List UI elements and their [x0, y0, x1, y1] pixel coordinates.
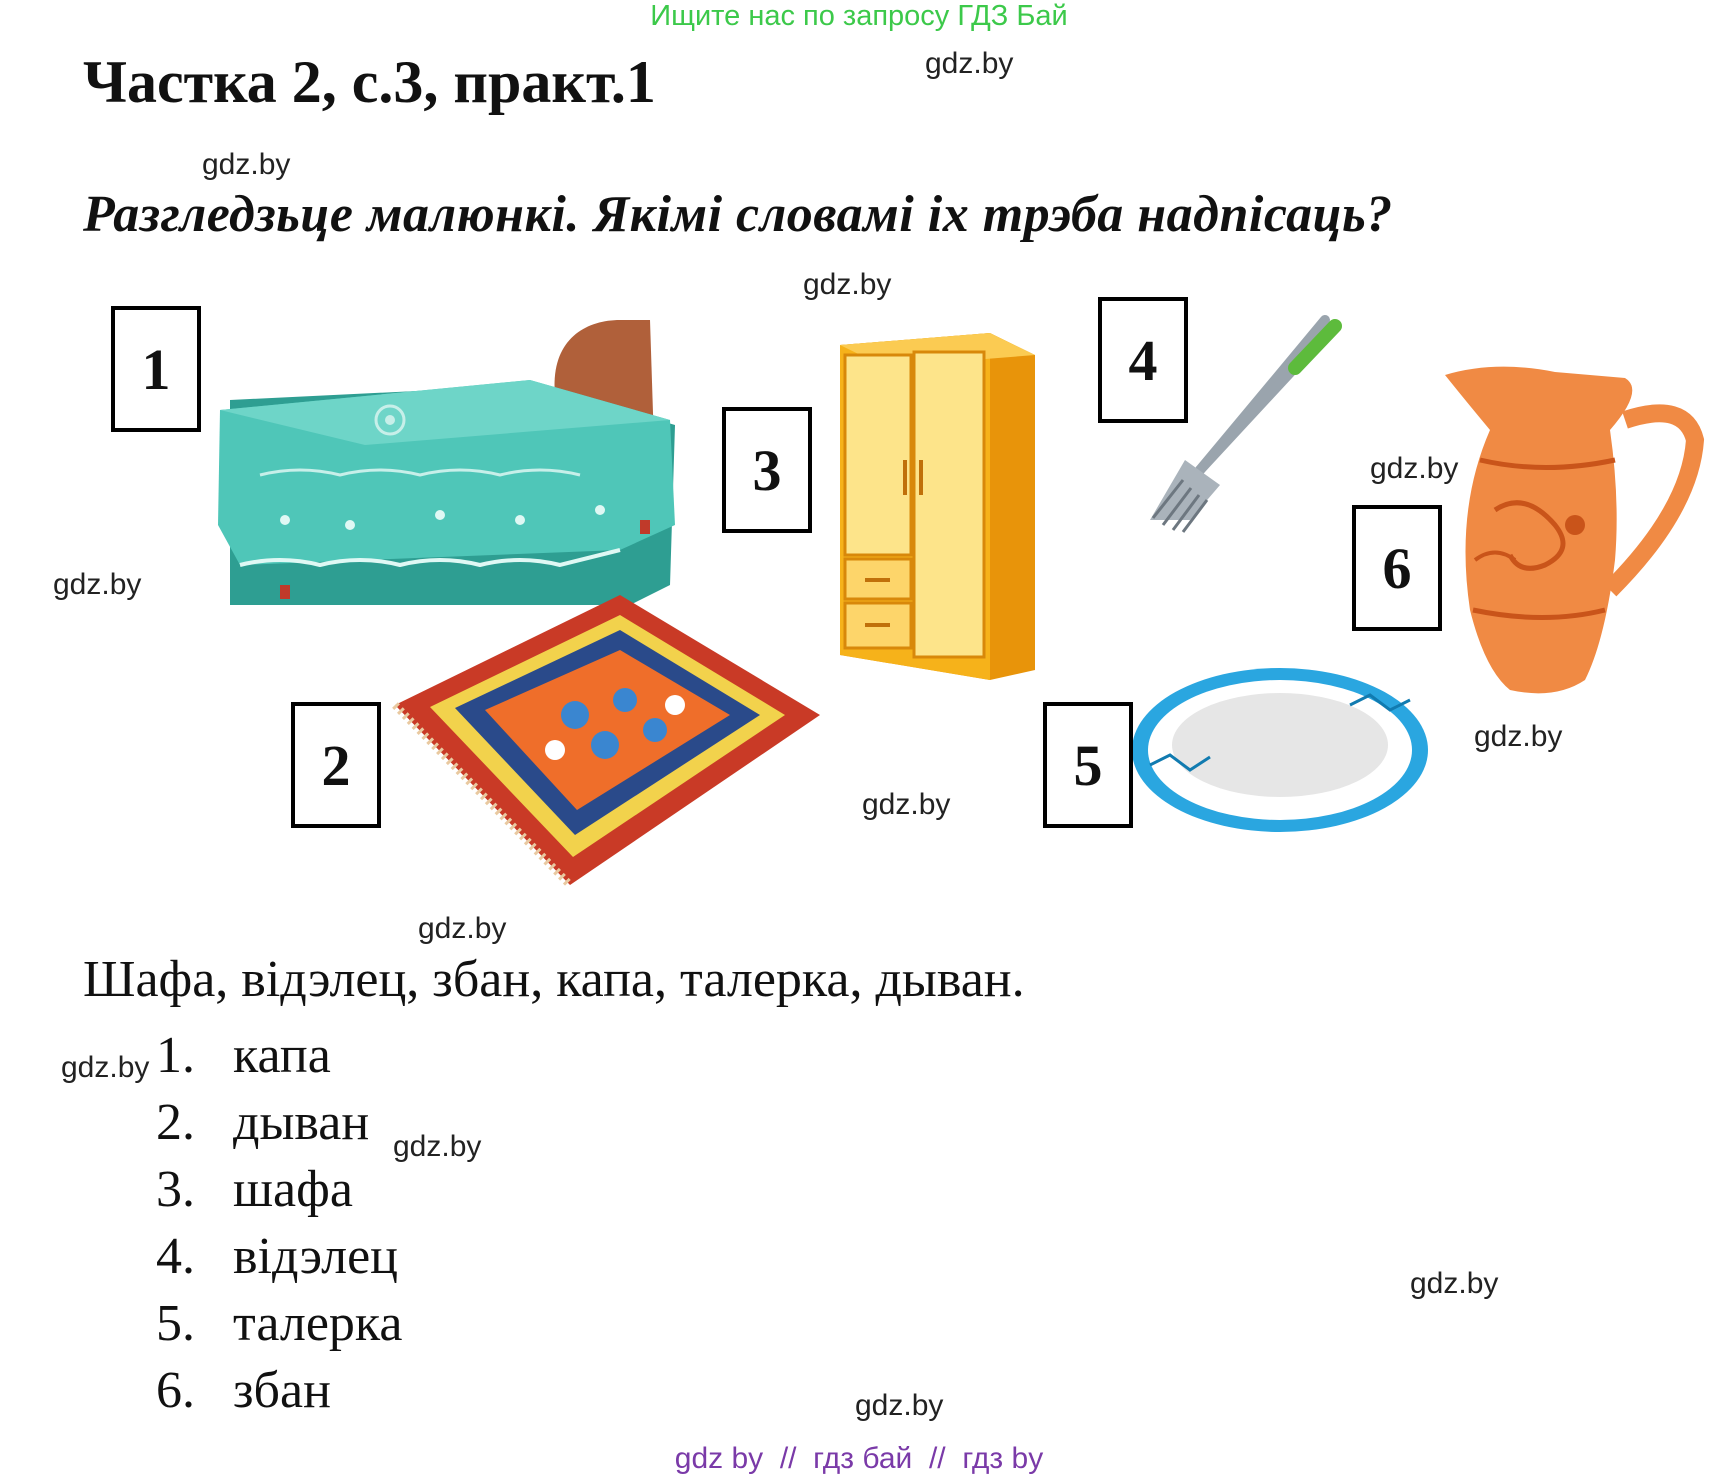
plate-icon [1130, 665, 1430, 835]
number-label-3: 3 [722, 407, 812, 533]
answer-number: 6. [156, 1362, 195, 1419]
number-label-5: 5 [1043, 702, 1133, 828]
answer-word: шафа [233, 1161, 353, 1218]
carpet-icon [355, 595, 825, 885]
number-label-1: 1 [111, 306, 201, 432]
task-instruction: Разгледзьце малюнкі. Якімі словамі іх трэба надпісаць? [83, 186, 1393, 243]
number-label-6: 6 [1352, 505, 1442, 631]
answer-number: 2. [156, 1094, 195, 1151]
footer-links: gdz by // гдз бай // гдз by [674, 1442, 1044, 1475]
list-item [156, 1022, 402, 1089]
answer-word: талерка [233, 1295, 403, 1352]
word-bank: Шафа, відэлец, збан, капа, талерка, дыван. [83, 951, 1025, 1008]
answer-number: 5. [156, 1295, 195, 1352]
answer-list [156, 1022, 402, 1424]
watermark: gdz.by [925, 47, 1014, 80]
bed-icon [200, 315, 670, 595]
watermark: gdz.by [1410, 1267, 1499, 1300]
watermark: gdz.by [418, 912, 507, 945]
watermark: gdz.by [1474, 720, 1563, 753]
answer-word: дыван [233, 1094, 370, 1151]
top-banner: Ищите нас по запросу ГДЗ Бай [650, 0, 1068, 32]
wardrobe-icon [830, 325, 1040, 680]
answer-number: 1. [156, 1027, 195, 1084]
watermark: gdz.by [61, 1051, 150, 1084]
watermark: gdz.by [855, 1389, 944, 1422]
watermark: gdz.by [393, 1130, 482, 1163]
watermark: gdz.by [53, 568, 142, 601]
number-label-4: 4 [1098, 297, 1188, 423]
watermark: gdz.by [202, 148, 291, 181]
watermark: gdz.by [862, 788, 951, 821]
watermark: gdz.by [1370, 452, 1459, 485]
list-item [156, 1357, 402, 1424]
page-title: Частка 2, с.3, практ.1 [83, 49, 656, 115]
answer-word: капа [233, 1027, 331, 1084]
watermark: gdz.by [803, 268, 892, 301]
answer-number: 4. [156, 1228, 195, 1285]
answer-number: 3. [156, 1161, 195, 1218]
number-label-2: 2 [291, 702, 381, 828]
list-item [156, 1290, 402, 1357]
jug-icon [1435, 360, 1705, 705]
list-item [156, 1223, 402, 1290]
list-item [156, 1156, 402, 1223]
answer-word: збан [233, 1362, 331, 1419]
answer-word: відэлец [233, 1228, 398, 1285]
list-item [156, 1089, 402, 1156]
